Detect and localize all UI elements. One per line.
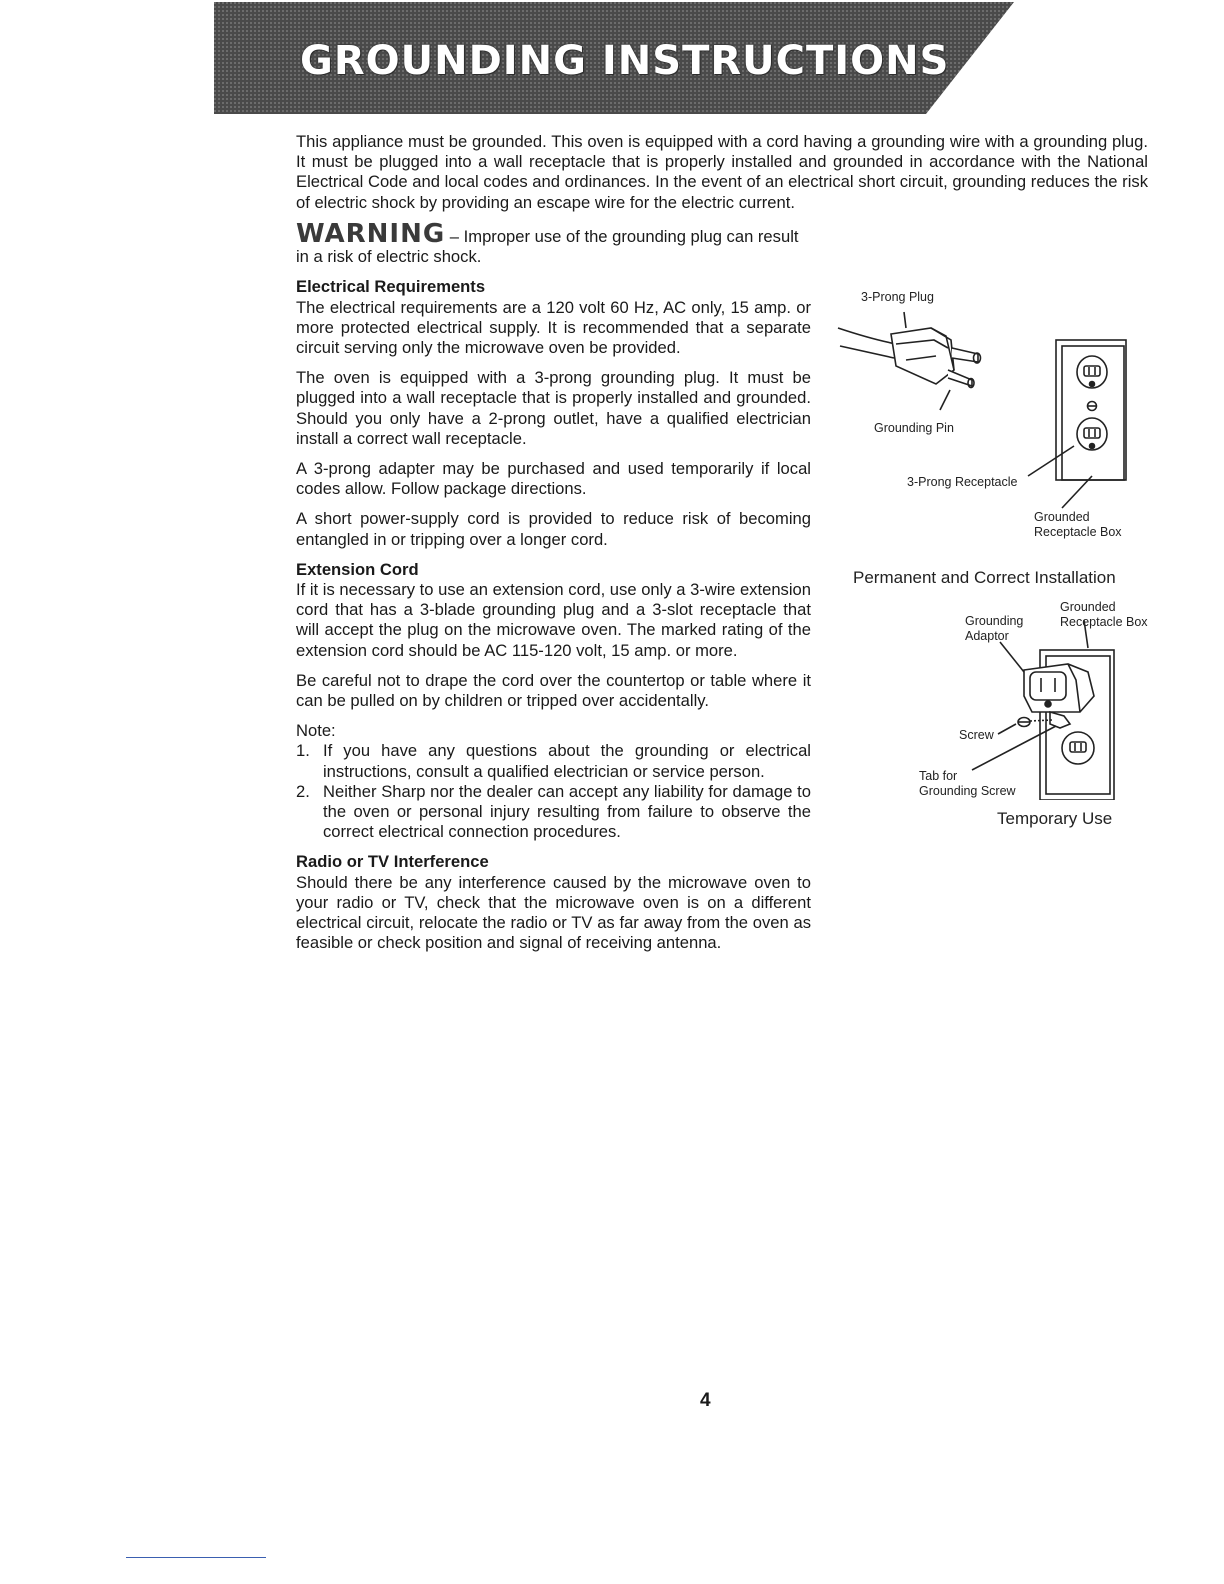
three-prong-plug-label: 3-Prong Plug — [861, 290, 934, 304]
extension-paragraph-2: Be careful not to drape the cord over the countertop or table where it can be pulled on by children or tripped over accidentally. — [296, 670, 811, 711]
tab-label-line-2: Grounding Screw — [919, 784, 1016, 798]
electrical-paragraph-2: The oven is equipped with a 3-prong grounding plug. It must be plugged into a wall receptacle that is properly installed and grounded. Should you only have a 2-prong outlet, have a qualified electrician install a correct wall receptacle. — [296, 368, 811, 448]
note-label: Note: — [296, 721, 336, 741]
note-number: 2. — [296, 781, 310, 801]
warning-heading: WARNING — [296, 219, 446, 249]
extension-cord-heading: Extension Cord — [296, 559, 419, 579]
note-text: Neither Sharp nor the dealer can accept any liability for damage to the oven or personal injury resulting from failure to observe the correct electrical connection procedures. — [323, 781, 811, 842]
electrical-requirements-heading: Electrical Requirements — [296, 277, 486, 297]
grounding-adaptor-label-line-1: Grounding — [965, 614, 1024, 628]
permanent-installation-caption: Permanent and Correct Installation — [853, 568, 1116, 587]
page-number: 4 — [700, 1390, 711, 1411]
grounding-adaptor-label-line-2: Adaptor — [965, 629, 1009, 643]
footer-rule — [126, 1557, 266, 1558]
tab-label-line-1: Tab for — [919, 769, 958, 783]
radio-paragraph: Should there be any interference caused by the microwave oven to your radio or TV, check that the microwave oven is on a different electrical circuit, relocate the radio or TV as far away from the oven as feasible or check position and signal of receiving antenna. — [296, 872, 811, 953]
grounding-pin-label: Grounding Pin — [874, 421, 954, 435]
note-list — [296, 741, 811, 842]
intro-paragraph: This appliance must be grounded. This oven is equipped with a cord having a grounding wire with a grounding plug. It must be plugged into a wall receptacle that is properly installed and grounded in accordance with the National Electrical Code and local codes and ordinances. In the event of an electrical short circuit, grounding reduces the risk of electric shock by providing an escape wire for the electric current. — [296, 132, 1148, 212]
screw-label: Screw — [959, 728, 994, 742]
extension-paragraph-1: If it is necessary to use an extension cord, use only a 3-wire extension cord that has a 3-blade grounding plug and a 3-slot receptacle that will accept the plug on the microwave oven. The marked rating of the extension cord should be AC 115-120 volt, 15 amp. or more. — [296, 580, 811, 660]
electrical-paragraph-1: The electrical requirements are a 120 volt 60 Hz, AC only, 15 amp. or more protected electrical supply. It is recommended that a separate circuit serving only the microwave oven be provided. — [296, 297, 811, 358]
note-item — [296, 741, 811, 781]
grounded-box-label-line-2: Receptacle Box — [1034, 525, 1122, 539]
warning-text: – Improper use of the grounding plug can result in a risk of electric shock. — [296, 227, 799, 267]
temp-grounded-box-label-line-1: Grounded — [1060, 600, 1116, 614]
note-text: If you have any questions about the grounding or electrical instructions, consult a qualified electrician or service person. — [323, 741, 811, 781]
temporary-use-caption: Temporary Use — [997, 809, 1113, 828]
temp-grounded-box-label-line-2: Receptacle Box — [1060, 615, 1148, 629]
warning-block — [296, 219, 811, 267]
header-banner — [214, 2, 1014, 114]
grounded-box-label-line-1: Grounded — [1034, 510, 1090, 524]
main-column — [296, 219, 811, 964]
note-number: 1. — [296, 741, 310, 761]
note-item — [296, 782, 811, 843]
electrical-paragraph-4: A short power-supply cord is provided to reduce risk of becoming entangled in or tripping over a longer cord. — [296, 509, 811, 549]
three-prong-receptacle-label: 3-Prong Receptacle — [907, 475, 1018, 489]
radio-tv-heading: Radio or TV Interference — [296, 852, 489, 872]
page-title: GROUNDING INSTRUCTIONS — [300, 38, 950, 84]
electrical-paragraph-3: A 3-prong adapter may be purchased and used temporarily if local codes allow. Follow package directions. — [296, 459, 811, 499]
